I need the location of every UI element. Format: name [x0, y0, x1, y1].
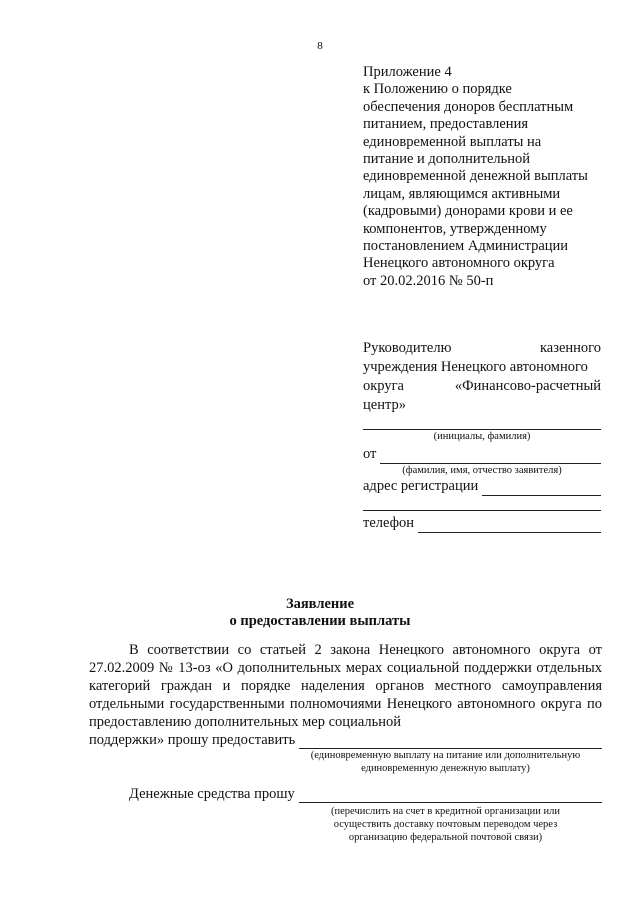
- addressee-word: «Финансово-расчетный: [454, 378, 601, 394]
- addressee-line: центр»: [363, 397, 406, 413]
- address-field-line2[interactable]: [363, 496, 601, 511]
- appendix-line: лицам, являющимся активными: [363, 185, 561, 202]
- document-title: Заявление: [285, 596, 355, 612]
- appendix-line: обеспечения доноров бесплатным: [363, 98, 574, 115]
- delivery-caption-1: (перечислить на счет в кредитной организации или: [331, 806, 560, 817]
- initials-caption: (инициалы, фамилия): [433, 431, 531, 442]
- appendix-line: питанием, предоставления: [363, 116, 528, 133]
- addressee-line: учреждения Ненецкого автономного: [363, 359, 588, 375]
- address-row: [363, 477, 601, 496]
- page-number: 8: [317, 40, 323, 52]
- recipient-name-field[interactable]: [363, 415, 601, 430]
- phone-row: [363, 514, 601, 533]
- from-label: от: [363, 446, 377, 462]
- request-row: [89, 731, 602, 749]
- appendix-block: [363, 64, 613, 290]
- address-field[interactable]: [482, 483, 601, 496]
- payment-type-field[interactable]: [299, 736, 602, 749]
- delivery-method-field[interactable]: [299, 790, 602, 803]
- appendix-line: Ненецкого автономного округа: [363, 255, 555, 272]
- addressee-line: [363, 339, 601, 358]
- appendix-line: единовременной денежной выплаты: [363, 168, 588, 185]
- addressee-line: [363, 377, 601, 396]
- phone-field[interactable]: [418, 520, 601, 533]
- from-row: [363, 445, 601, 464]
- appendix-line: единовременной выплаты на: [363, 133, 542, 150]
- appendix-line: питание и дополнительной: [363, 151, 531, 168]
- appendix-line: к Положению о порядке: [363, 81, 512, 98]
- delivery-caption-3: организацию федеральной почтовой связи): [348, 832, 543, 843]
- applicant-caption: (фамилия, имя, отчество заявителя): [402, 465, 562, 476]
- appendix-line: (кадровыми) донорами крови и ее: [363, 203, 573, 220]
- address-label: адрес регистрации: [363, 478, 479, 494]
- phone-label: телефон: [363, 515, 415, 531]
- delivery-caption-2: осуществить доставку почтовым переводом через: [333, 819, 558, 830]
- money-row: [89, 785, 602, 803]
- addressee-word: Руководителю: [363, 340, 452, 356]
- payment-type-caption-1: (единовременную выплату на питание или дополнительную: [310, 750, 581, 761]
- appendix-line: Приложение 4: [363, 64, 452, 80]
- body-text: [89, 641, 602, 844]
- payment-type-caption-2: единовременную денежную выплату): [361, 763, 530, 774]
- request-label: поддержки» прошу предоставить: [89, 732, 296, 748]
- addressee-block: [363, 339, 601, 533]
- addressee-word: казенного: [539, 340, 601, 356]
- money-label: Денежные средства прошу: [129, 786, 295, 802]
- applicant-name-field[interactable]: [380, 451, 601, 464]
- document-subtitle: о предоставлении выплаты: [229, 613, 411, 629]
- paragraph-1: В соответствии со статьей 2 закона Ненецкого автономного округа от 27.02.2009 № 13-оз «О дополнительных мерах социальной поддержки отдельных категорий граждан и порядке наделения органов местного самоуправления отдельными государственными полномочиями Ненецкого автономного округа по предоставлению дополнительных мер социальной: [89, 642, 602, 730]
- addressee-word: округа: [363, 378, 404, 394]
- appendix-line: компонентов, утвержденному: [363, 220, 547, 237]
- appendix-line: постановлением Администрации: [363, 238, 569, 255]
- appendix-line: от 20.02.2016 № 50-п: [363, 272, 494, 289]
